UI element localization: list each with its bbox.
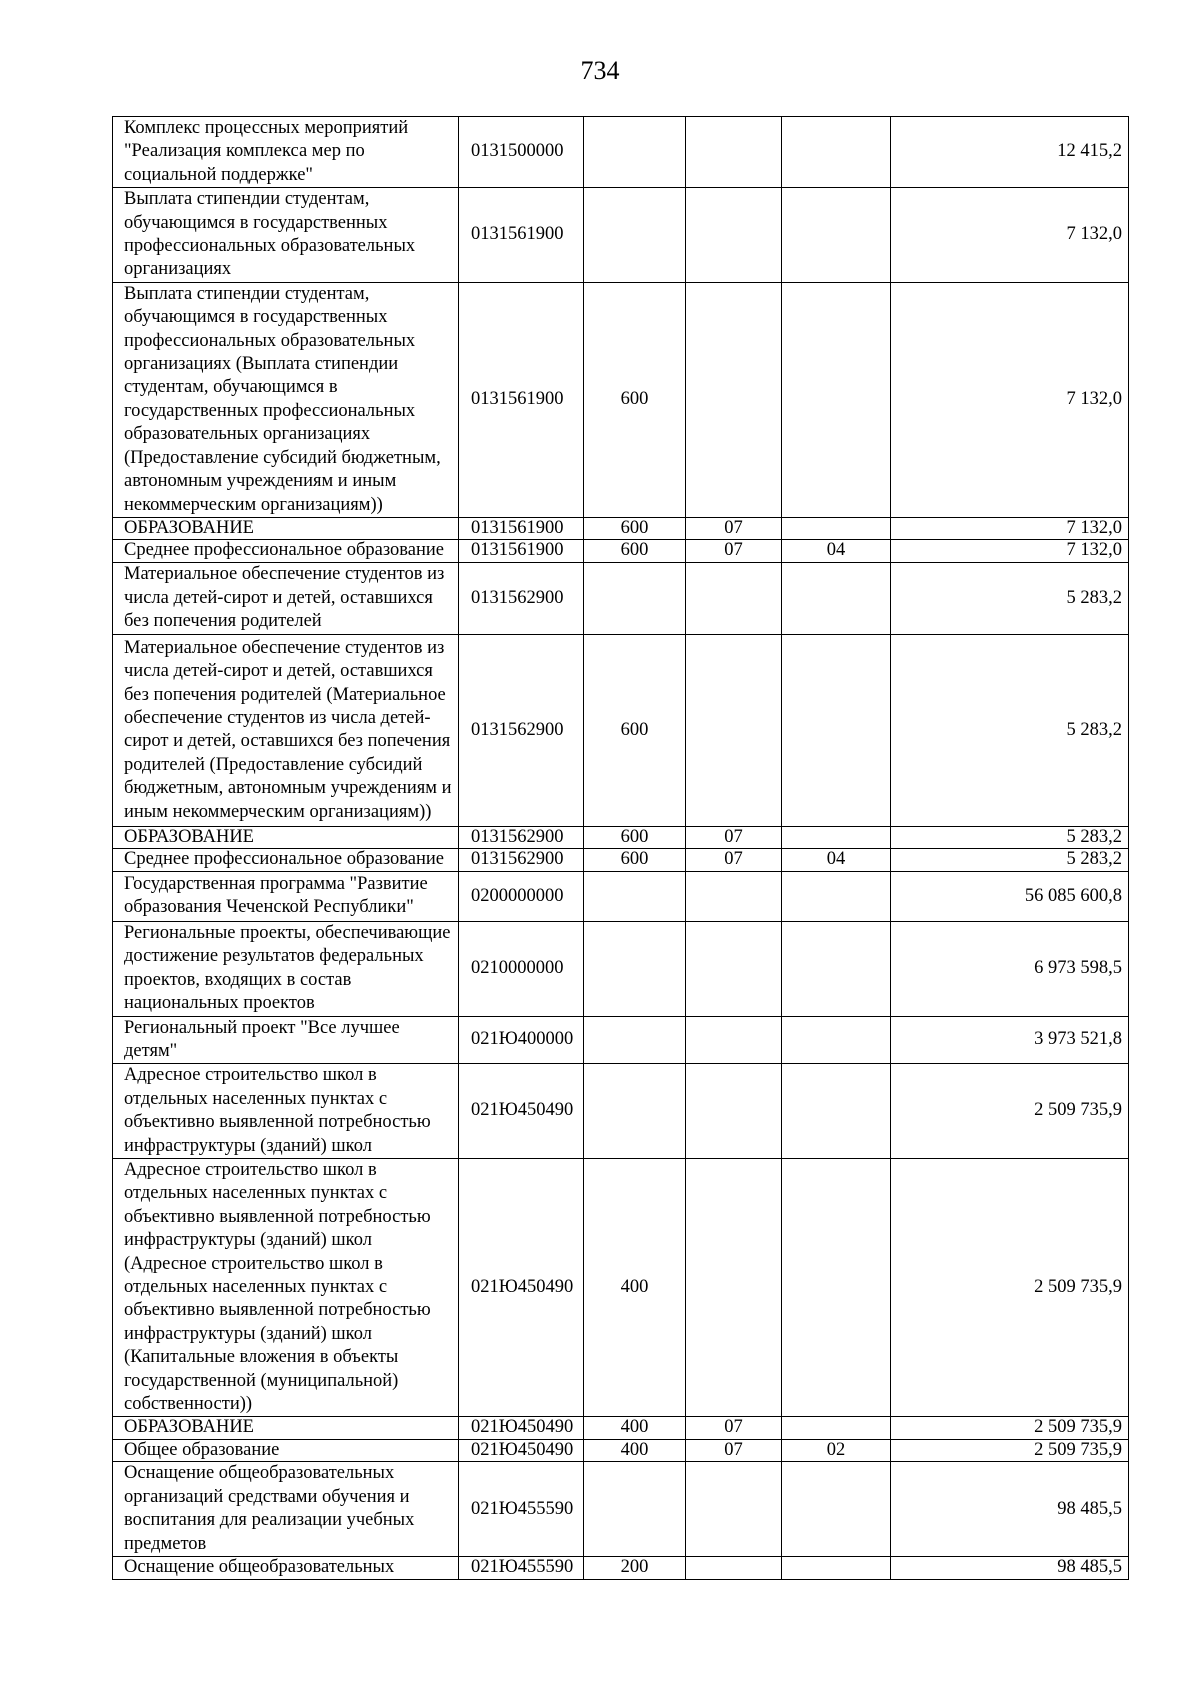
row-name: Адресное строительство школ в отдельных населенных пунктах с объективно выявленной потребностью инфраструктуры (зданий) школ xyxy=(113,1064,459,1159)
table-row xyxy=(113,1417,1129,1440)
row-code: 021Ю455590 xyxy=(459,1557,584,1580)
row-code: 021Ю400000 xyxy=(459,1016,584,1064)
row-subsection xyxy=(782,634,891,826)
row-section: 07 xyxy=(686,1417,782,1440)
table-row xyxy=(113,282,1129,517)
row-subsection xyxy=(782,1064,891,1159)
row-expense-type xyxy=(584,1064,686,1159)
budget-table xyxy=(112,116,1129,1580)
row-expense-type: 600 xyxy=(584,849,686,872)
row-subsection xyxy=(782,921,891,1016)
row-section xyxy=(686,1158,782,1416)
table-row xyxy=(113,1016,1129,1064)
row-code: 021Ю455590 xyxy=(459,1462,584,1557)
row-code: 0210000000 xyxy=(459,921,584,1016)
table-row xyxy=(113,1557,1129,1580)
table-row xyxy=(113,921,1129,1016)
row-expense-type: 600 xyxy=(584,826,686,849)
row-section xyxy=(686,282,782,517)
row-sum: 56 085 600,8 xyxy=(891,871,1129,921)
row-sum: 3 973 521,8 xyxy=(891,1016,1129,1064)
row-code: 0131561900 xyxy=(459,540,584,563)
row-sum: 12 415,2 xyxy=(891,117,1129,188)
row-section xyxy=(686,1016,782,1064)
row-section: 07 xyxy=(686,517,782,540)
row-subsection xyxy=(782,1016,891,1064)
row-code: 0131562900 xyxy=(459,634,584,826)
row-expense-type xyxy=(584,188,686,283)
row-name: Общее образование xyxy=(113,1439,459,1462)
table-row xyxy=(113,871,1129,921)
row-expense-type: 600 xyxy=(584,634,686,826)
row-section xyxy=(686,188,782,283)
row-sum: 6 973 598,5 xyxy=(891,921,1129,1016)
page-number: 734 xyxy=(580,56,620,85)
row-sum: 7 132,0 xyxy=(891,188,1129,283)
row-subsection xyxy=(782,1417,891,1440)
row-sum: 5 283,2 xyxy=(891,634,1129,826)
row-name: Выплата стипендии студентам, обучающимся в государственных профессиональных образовательных организациях xyxy=(113,188,459,283)
row-section xyxy=(686,921,782,1016)
row-name: Региональный проект "Все лучшее детям" xyxy=(113,1016,459,1064)
row-subsection xyxy=(782,517,891,540)
row-subsection: 04 xyxy=(782,849,891,872)
row-name: Среднее профессиональное образование xyxy=(113,540,459,563)
row-expense-type: 600 xyxy=(584,517,686,540)
row-section: 07 xyxy=(686,540,782,563)
row-sum: 7 132,0 xyxy=(891,282,1129,517)
row-sum: 5 283,2 xyxy=(891,826,1129,849)
table-row xyxy=(113,1462,1129,1557)
row-code: 021Ю450490 xyxy=(459,1417,584,1440)
row-code: 0131561900 xyxy=(459,188,584,283)
row-code: 0131562900 xyxy=(459,826,584,849)
row-section xyxy=(686,1462,782,1557)
table-row xyxy=(113,849,1129,872)
table-row xyxy=(113,1064,1129,1159)
row-name: Материальное обеспечение студентов из числа детей-сирот и детей, оставшихся без попечения родителей xyxy=(113,562,459,634)
row-code: 0131500000 xyxy=(459,117,584,188)
row-sum: 2 509 735,9 xyxy=(891,1064,1129,1159)
row-name: Региональные проекты, обеспечивающие достижение результатов федеральных проектов, входящих в состав национальных проектов xyxy=(113,921,459,1016)
row-section xyxy=(686,117,782,188)
table-row xyxy=(113,1439,1129,1462)
row-code: 021Ю450490 xyxy=(459,1064,584,1159)
row-expense-type xyxy=(584,871,686,921)
row-expense-type: 600 xyxy=(584,282,686,517)
row-section: 07 xyxy=(686,1439,782,1462)
row-name: Среднее профессиональное образование xyxy=(113,849,459,872)
table-row xyxy=(113,517,1129,540)
table-row xyxy=(113,562,1129,634)
row-expense-type xyxy=(584,1016,686,1064)
row-name: Материальное обеспечение студентов из числа детей-сирот и детей, оставшихся без попечения родителей (Материальное обеспечение студентов из числа детей-сирот и детей, оставшихся без попечения родителей (Предоставление субсидий бюджетным, автономным учреждениям и иным некоммерческим организациям)) xyxy=(113,634,459,826)
row-subsection xyxy=(782,1557,891,1580)
row-name: ОБРАЗОВАНИЕ xyxy=(113,826,459,849)
row-subsection xyxy=(782,282,891,517)
row-expense-type xyxy=(584,1462,686,1557)
row-name: Комплекс процессных мероприятий "Реализация комплекса мер по социальной поддержке" xyxy=(113,117,459,188)
table-row xyxy=(113,1158,1129,1416)
row-subsection: 02 xyxy=(782,1439,891,1462)
row-expense-type: 600 xyxy=(584,540,686,563)
row-expense-type: 400 xyxy=(584,1439,686,1462)
row-sum: 2 509 735,9 xyxy=(891,1439,1129,1462)
row-expense-type: 200 xyxy=(584,1557,686,1580)
table-row xyxy=(113,117,1129,188)
row-name: Выплата стипендии студентам, обучающимся в государственных профессиональных образовательных организациях (Выплата стипендии студентам, обучающимся в государственных профессиональных образовательных организациях (Предоставление субсидий бюджетным, автономным учреждениям и иным некоммерческим организациям)) xyxy=(113,282,459,517)
row-name: Оснащение общеобразовательных организаций средствами обучения и воспитания для реализации учебных предметов xyxy=(113,1462,459,1557)
row-sum: 98 485,5 xyxy=(891,1462,1129,1557)
table-row xyxy=(113,826,1129,849)
row-section: 07 xyxy=(686,849,782,872)
table-row xyxy=(113,188,1129,283)
row-subsection xyxy=(782,188,891,283)
row-code: 0131562900 xyxy=(459,849,584,872)
row-expense-type xyxy=(584,117,686,188)
row-section xyxy=(686,562,782,634)
row-expense-type xyxy=(584,921,686,1016)
row-name: Оснащение общеобразовательных xyxy=(113,1557,459,1580)
row-sum: 2 509 735,9 xyxy=(891,1417,1129,1440)
row-code: 0200000000 xyxy=(459,871,584,921)
row-section xyxy=(686,1064,782,1159)
row-expense-type: 400 xyxy=(584,1158,686,1416)
row-subsection xyxy=(782,826,891,849)
row-sum: 5 283,2 xyxy=(891,562,1129,634)
table-row xyxy=(113,540,1129,563)
row-expense-type xyxy=(584,562,686,634)
row-section: 07 xyxy=(686,826,782,849)
row-code: 0131562900 xyxy=(459,562,584,634)
row-subsection xyxy=(782,871,891,921)
row-subsection xyxy=(782,1462,891,1557)
row-sum: 5 283,2 xyxy=(891,849,1129,872)
row-sum: 7 132,0 xyxy=(891,517,1129,540)
row-section xyxy=(686,871,782,921)
row-name: Адресное строительство школ в отдельных населенных пунктах с объективно выявленной потребностью инфраструктуры (зданий) школ (Адресное строительство школ в отдельных населенных пунктах с объективно выявленной потребностью инфраструктуры (зданий) школ (Капитальные вложения в объекты государственной (муниципальной) собственности)) xyxy=(113,1158,459,1416)
row-section xyxy=(686,1557,782,1580)
row-name: ОБРАЗОВАНИЕ xyxy=(113,1417,459,1440)
row-code: 0131561900 xyxy=(459,517,584,540)
row-sum: 98 485,5 xyxy=(891,1557,1129,1580)
row-subsection: 04 xyxy=(782,540,891,563)
row-subsection xyxy=(782,562,891,634)
row-code: 0131561900 xyxy=(459,282,584,517)
row-expense-type: 400 xyxy=(584,1417,686,1440)
table-row xyxy=(113,634,1129,826)
row-subsection xyxy=(782,117,891,188)
row-name: ОБРАЗОВАНИЕ xyxy=(113,517,459,540)
row-code: 021Ю450490 xyxy=(459,1158,584,1416)
row-sum: 2 509 735,9 xyxy=(891,1158,1129,1416)
row-section xyxy=(686,634,782,826)
row-sum: 7 132,0 xyxy=(891,540,1129,563)
row-subsection xyxy=(782,1158,891,1416)
row-code: 021Ю450490 xyxy=(459,1439,584,1462)
row-name: Государственная программа "Развитие образования Чеченской Республики" xyxy=(113,871,459,921)
